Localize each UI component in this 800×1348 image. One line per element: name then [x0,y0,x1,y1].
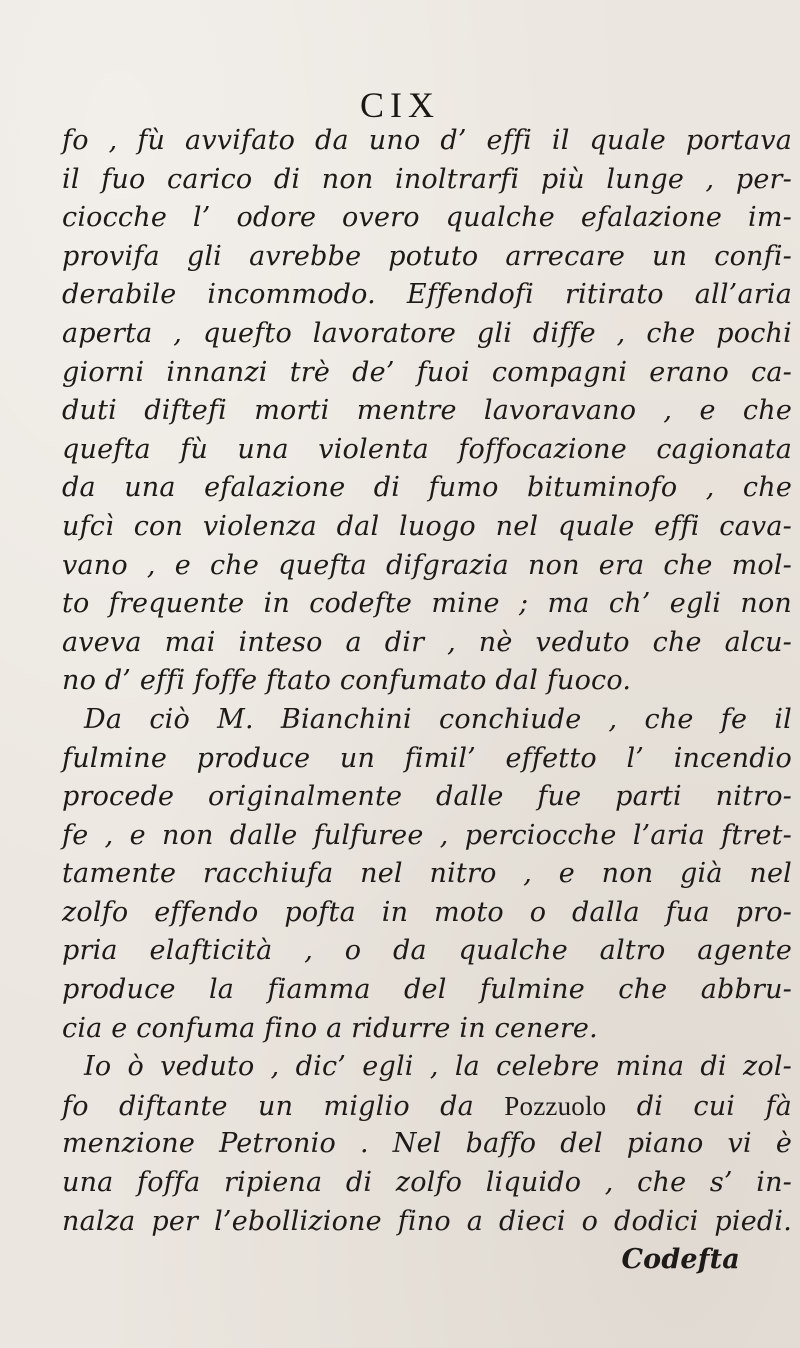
text-line: fe , e non dalle fulfuree , perciocche l’aria ftret- [62,819,792,851]
page-number: CIX [360,85,440,125]
text-line: fo , fù avvifato da uno d’ effi il quale portava [62,125,792,156]
text-line: to frequente in codefte mine ; ma ch’ egli non [62,588,792,620]
text-line: da una efalazione di fumo bituminofo , che [62,472,792,504]
text-line: il fuo carico di non inoltrarfi più lunge , per- [62,163,792,195]
text-line: provifa gli avrebbe potuto arrecare un confi- [62,240,792,272]
text-line: tamente racchiufa nel nitro , e non già nel [62,858,792,890]
text-line: Da ciò M. Bianchini conchiude , che fe il [84,703,792,735]
text-line: ufcì con violenza dal luogo nel quale effi cava- [62,510,792,542]
text-line: aveva mai inteso a dir , nè veduto che alcu- [62,626,792,658]
text-line [62,1087,792,1126]
text-line: quefta fù una violenta foffocazione cagionata [62,433,792,465]
place-name: Pozzuolo [504,1090,607,1121]
text-segment: fo diftante un miglio da [62,1090,474,1122]
text-line: zolfo effendo pofta in moto o dalla fua pro- [62,896,792,928]
body-text [62,122,792,1280]
text-line: Io ò veduto , dic’ egli , la celebre mina di zol- [84,1051,792,1083]
text-line: fulmine produce un fimil’ effetto l’ incendio [62,742,792,774]
text-line: una foffa ripiena di zolfo liquido , che s’ in- [62,1167,792,1199]
text-line: cia e confuma fino a ridurre in cenere. [62,1012,598,1044]
text-line: ciocche l’ odore overo qualche efalazione im- [62,202,792,234]
text-line: menzione Petronio . Nel baffo del piano vi è [62,1128,792,1160]
text-line: vano , e che quefta difgrazia non era che mol- [62,549,792,581]
text-line: giorni innanzi trè de’ fuoi compagni erano ca- [62,356,792,388]
text-line: nalza per l’ebollizione fino a dieci o dodici piedi. [62,1205,792,1237]
catchword: Codefta [621,1244,740,1276]
text-line: no d’ effi foffe ftato confumato dal fuoco. [62,665,632,697]
text-line: procede originalmente dalle fue parti nitro- [62,781,792,813]
text-line: produce la fiamma del fulmine che abbru- [62,974,792,1006]
text-line: pria elafticità , o da qualche altro agente [62,935,792,967]
text-segment: di cui fà [636,1090,792,1122]
text-line: duti diftefi morti mentre lavoravano , e che [62,395,792,427]
text-line: aperta , quefto lavoratore gli diffe , che pochi [62,317,792,349]
text-line: derabile incommodo. Effendofi ritirato all’aria [62,279,792,311]
